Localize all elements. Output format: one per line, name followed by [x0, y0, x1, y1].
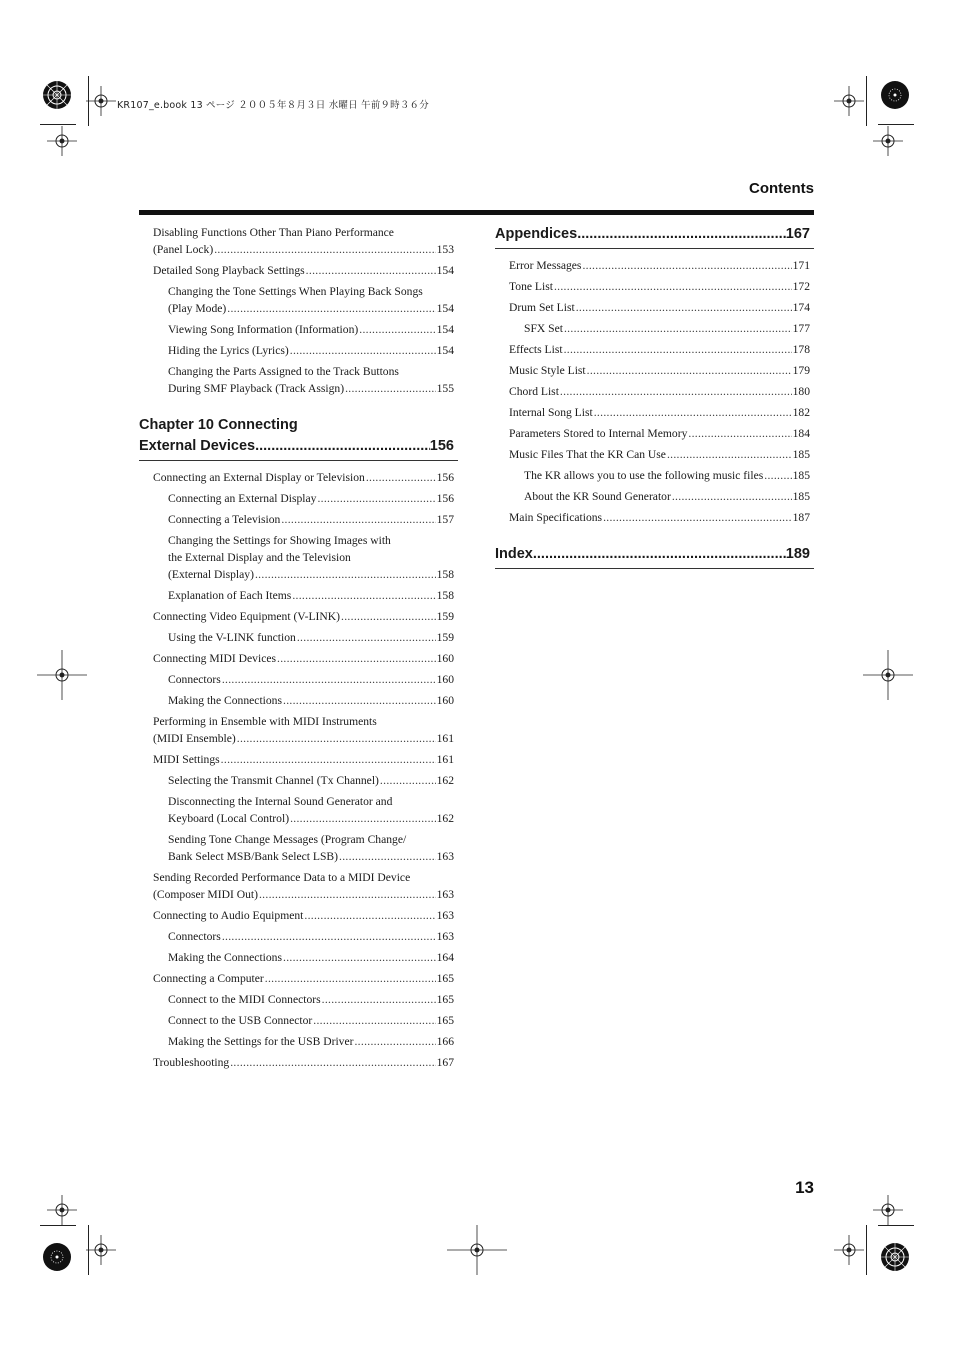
- toc-entry[interactable]: [139, 928, 458, 945]
- toc-entry-text: Troubleshooting: [153, 1056, 230, 1069]
- toc-entry-text: Bank Select MSB/Bank Select LSB): [168, 850, 339, 863]
- dot-leader: [576, 299, 792, 316]
- toc-entry-line: [168, 1033, 458, 1050]
- toc-page-number: 163: [436, 930, 454, 943]
- toc-page-number: 156: [436, 471, 454, 484]
- toc-entry-text: SFX Set: [524, 322, 563, 335]
- toc-entry-text: Selecting the Transmit Channel (Tx Channel): [168, 774, 379, 787]
- toc-entry-line: [524, 467, 814, 484]
- toc-entry-line: [509, 509, 814, 526]
- dot-leader: [764, 467, 791, 484]
- toc-page-number: 159: [436, 631, 454, 644]
- toc-page-number: 182: [792, 406, 810, 419]
- toc-entry[interactable]: [139, 713, 458, 747]
- toc-page-number: 179: [792, 364, 810, 377]
- crosshair-mark-icon: [442, 1215, 512, 1285]
- toc-page-number: 156: [429, 438, 454, 454]
- dot-leader: [341, 608, 436, 625]
- dot-leader: [672, 488, 792, 505]
- dot-leader: [354, 1033, 435, 1050]
- toc-page-number: 163: [436, 850, 454, 863]
- toc-entry-line: [168, 566, 458, 583]
- toc-page-number: 172: [792, 280, 810, 293]
- dot-leader: [667, 446, 792, 463]
- toc-page-number: 156: [436, 492, 454, 505]
- toc-entry-text: Connecting an External Display: [168, 492, 317, 505]
- toc-page-number: 189: [785, 546, 810, 562]
- dot-leader: [290, 810, 436, 827]
- toc-page-number: 154: [436, 344, 454, 357]
- toc-page-number: 174: [792, 301, 810, 314]
- toc-entry-text: Making the Connections: [168, 694, 282, 707]
- toc-page-number: 155: [436, 382, 454, 395]
- toc-entry-text: Disconnecting the Internal Sound Generator and: [168, 795, 393, 808]
- toc-entry-text: Connecting an External Display or Television: [153, 471, 365, 484]
- page-header-title: Contents: [749, 180, 814, 197]
- toc-entry-line: [509, 404, 814, 421]
- toc-entry-text: (External Display): [168, 568, 254, 581]
- toc-chapter-heading[interactable]: [139, 415, 458, 461]
- toc-page-number: 177: [792, 322, 810, 335]
- dot-leader: [281, 511, 435, 528]
- toc-entry-text: Connecting a Computer: [153, 972, 264, 985]
- toc-left-column: [139, 224, 458, 1075]
- toc-entry-text: Connecting Video Equipment (V-LINK): [153, 610, 341, 623]
- toc-entry-text: Music Files That the KR Can Use: [509, 448, 666, 461]
- toc-entry-line: [509, 362, 814, 379]
- toc-entry-text: Disabling Functions Other Than Piano Performance: [153, 226, 394, 239]
- dot-leader: [255, 566, 436, 583]
- toc-page-number: 154: [436, 264, 454, 277]
- toc-entry-text: Connecting a Television: [168, 513, 281, 526]
- toc-entry[interactable]: [139, 1012, 458, 1029]
- toc-entry-text: Main Specifications: [509, 511, 603, 524]
- toc-entry-line: [153, 886, 458, 903]
- toc-entry[interactable]: [495, 278, 814, 295]
- dot-leader: [339, 848, 436, 865]
- toc-entry[interactable]: [139, 907, 458, 924]
- toc-entry[interactable]: [495, 320, 814, 337]
- toc-page-number: 154: [436, 302, 454, 315]
- toc-page-number: 167: [785, 226, 810, 242]
- toc-entry[interactable]: [495, 446, 814, 463]
- toc-entry-line: [153, 262, 458, 279]
- toc-entry-line: [524, 320, 814, 337]
- toc-entry[interactable]: [139, 1033, 458, 1050]
- toc-page-number: 163: [436, 888, 454, 901]
- dot-leader: [322, 991, 436, 1008]
- toc-page-number: 159: [436, 610, 454, 623]
- toc-page-number: 185: [792, 448, 810, 461]
- toc-entry-text: Connecting to Audio Equipment: [153, 909, 304, 922]
- toc-entry-line: [168, 321, 458, 338]
- dot-leader: [380, 772, 436, 789]
- dot-leader: [688, 425, 791, 442]
- toc-entry[interactable]: [495, 467, 814, 484]
- toc-entry-text: During SMF Playback (Track Assign): [168, 382, 345, 395]
- toc-entry-line: [153, 650, 458, 667]
- dot-leader: [582, 257, 791, 274]
- dot-leader: [227, 300, 435, 317]
- dot-leader: [366, 469, 436, 486]
- toc-page-number: 161: [436, 732, 454, 745]
- toc-page-number: 185: [792, 490, 810, 503]
- toc-entry[interactable]: [139, 224, 458, 258]
- dot-leader: [560, 383, 792, 400]
- dot-leader: [359, 321, 435, 338]
- registration-rosette-icon: [880, 1242, 910, 1272]
- toc-entry-line: [153, 1054, 458, 1071]
- dot-leader: [345, 380, 436, 397]
- dot-leader: [564, 320, 792, 337]
- toc-page-number: 178: [792, 343, 810, 356]
- toc-entry-line: [168, 810, 458, 827]
- toc-entry[interactable]: [495, 362, 814, 379]
- chapter-spacer: [495, 530, 814, 544]
- toc-entry[interactable]: [139, 991, 458, 1008]
- toc-entry-text: Error Messages: [509, 259, 582, 272]
- toc-entry-line: [495, 224, 814, 245]
- toc-page-number: 160: [436, 694, 454, 707]
- toc-entry-line: [168, 991, 458, 1008]
- toc-entry-line: [168, 671, 458, 688]
- dot-leader: [222, 928, 436, 945]
- toc-entry-line: [168, 848, 458, 865]
- toc-chapter-heading[interactable]: [495, 224, 814, 249]
- toc-page-number: 166: [436, 1035, 454, 1048]
- toc-entry-line: [168, 490, 458, 507]
- toc-page-number: 160: [436, 673, 454, 686]
- toc-entry[interactable]: [139, 650, 458, 667]
- toc-entry-text: Making the Connections: [168, 951, 282, 964]
- toc-entry[interactable]: [139, 793, 458, 827]
- toc-page-number: 162: [436, 812, 454, 825]
- toc-entry-text: Explanation of Each Items: [168, 589, 292, 602]
- toc-page-number: 171: [792, 259, 810, 272]
- toc-entry[interactable]: [139, 970, 458, 987]
- crosshair-mark-icon: [853, 106, 923, 176]
- dot-leader: [283, 949, 436, 966]
- toc-entry[interactable]: [139, 629, 458, 646]
- toc-entry-line: [153, 608, 458, 625]
- toc-entry-text: Connecting MIDI Devices: [153, 652, 276, 665]
- toc-entry-text: Chord List: [509, 385, 559, 398]
- toc-entry[interactable]: [139, 262, 458, 279]
- toc-entry-line: [153, 751, 458, 768]
- toc-page-number: 153: [436, 243, 454, 256]
- dot-leader: [554, 278, 792, 295]
- toc-entry-text: Parameters Stored to Internal Memory: [509, 427, 688, 440]
- toc-entry-text: Changing the Tone Settings When Playing Back Songs: [168, 285, 423, 298]
- toc-entry[interactable]: [495, 383, 814, 400]
- dot-leader: [230, 1054, 435, 1071]
- toc-entry[interactable]: [139, 869, 458, 903]
- dot-leader: [594, 404, 792, 421]
- toc-entry-text: (Panel Lock): [153, 243, 214, 256]
- toc-entry[interactable]: [139, 511, 458, 528]
- toc-page-number: 158: [436, 568, 454, 581]
- toc-entry[interactable]: [139, 949, 458, 966]
- toc-entry[interactable]: [495, 404, 814, 421]
- toc-page-number: 184: [792, 427, 810, 440]
- dot-leader: [290, 342, 436, 359]
- toc-page-number: 167: [436, 1056, 454, 1069]
- toc-entry-line: [495, 544, 814, 565]
- toc-entry-text: Making the Settings for the USB Driver: [168, 1035, 354, 1048]
- toc-entry[interactable]: [139, 587, 458, 604]
- toc-entry-text: Performing in Ensemble with MIDI Instruments: [153, 715, 377, 728]
- toc-entry-line: [153, 730, 458, 747]
- toc-entry-text: the External Display and the Television: [168, 551, 351, 564]
- toc-page-number: 161: [436, 753, 454, 766]
- header-rule: [139, 210, 814, 215]
- toc-page-number: 185: [792, 469, 810, 482]
- crosshair-mark-icon: [27, 640, 97, 710]
- toc-entry-text: Effects List: [509, 343, 563, 356]
- toc-entry[interactable]: [495, 299, 814, 316]
- toc-entry[interactable]: [495, 425, 814, 442]
- toc-entry[interactable]: [139, 751, 458, 768]
- dot-leader: [313, 1012, 435, 1029]
- toc-page-number: 162: [436, 774, 454, 787]
- toc-entry-text: Detailed Song Playback Settings: [153, 264, 305, 277]
- toc-page-number: 180: [792, 385, 810, 398]
- toc-entry-line: [168, 928, 458, 945]
- toc-entry-text: The KR allows you to use the following music files: [524, 469, 764, 482]
- toc-entry-line: [139, 436, 458, 457]
- toc-entry-line: [168, 587, 458, 604]
- toc-entry-text: Sending Recorded Performance Data to a MIDI Device: [153, 871, 411, 884]
- toc-entry-text: Viewing Song Information (Information): [168, 323, 359, 336]
- dot-leader: [277, 650, 436, 667]
- toc-entry[interactable]: [139, 363, 458, 397]
- dot-leader: [214, 241, 435, 258]
- dot-leader: [306, 262, 436, 279]
- page-number: 13: [795, 1178, 814, 1197]
- toc-entry-line: [509, 446, 814, 463]
- dot-leader: [577, 224, 786, 245]
- toc-entry-line: [509, 278, 814, 295]
- toc-entry-text: Sending Tone Change Messages (Program Change/: [168, 833, 407, 846]
- dot-leader: [283, 692, 436, 709]
- toc-page-number: 160: [436, 652, 454, 665]
- toc-entry-line: [168, 772, 458, 789]
- toc-entry-line: [168, 300, 458, 317]
- toc-right-column: [495, 224, 814, 577]
- toc-entry-text: Connect to the MIDI Connectors: [168, 993, 321, 1006]
- dot-leader: [237, 730, 436, 747]
- dot-leader: [265, 970, 436, 987]
- toc-entry-text: MIDI Settings: [153, 753, 220, 766]
- toc-entry-text: Internal Song List: [509, 406, 593, 419]
- toc-entry[interactable]: [139, 283, 458, 317]
- dot-leader: [292, 587, 435, 604]
- toc-page-number: 158: [436, 589, 454, 602]
- dot-leader: [603, 509, 792, 526]
- toc-entry[interactable]: [495, 488, 814, 505]
- toc-entry[interactable]: [139, 831, 458, 865]
- toc-entry-text: Index: [495, 546, 533, 562]
- toc-entry-line: [168, 949, 458, 966]
- toc-entry-text: External Devices: [139, 438, 256, 454]
- toc-entry-text: About the KR Sound Generator: [524, 490, 671, 503]
- toc-page-number: 165: [436, 1014, 454, 1027]
- toc-entry-text: Tone List: [509, 280, 553, 293]
- chapter-spacer: [139, 401, 458, 415]
- toc-entry-text: (Play Mode): [168, 302, 227, 315]
- dot-leader: [317, 490, 435, 507]
- chapter-spacer: [495, 249, 814, 257]
- toc-page-number: 154: [436, 323, 454, 336]
- dot-leader: [255, 436, 430, 457]
- toc-entry-text: Hiding the Lyrics (Lyrics): [168, 344, 289, 357]
- toc-page-number: 165: [436, 972, 454, 985]
- toc-page-number: 163: [436, 909, 454, 922]
- print-slug: KR107_e.book 13 ページ ２００５年８月３日 水曜日 午前９時３６分: [117, 100, 429, 111]
- dot-leader: [222, 671, 436, 688]
- toc-entry-text: Changing the Settings for Showing Images with: [168, 534, 391, 547]
- toc-entry-line: [153, 469, 458, 486]
- toc-entry-text: Connect to the USB Connector: [168, 1014, 313, 1027]
- toc-entry-line: [168, 342, 458, 359]
- toc-entry-line: [509, 341, 814, 358]
- chapter-spacer: [139, 461, 458, 469]
- toc-entry-text: Changing the Parts Assigned to the Track Buttons: [168, 365, 399, 378]
- toc-entry-line: [168, 629, 458, 646]
- dot-leader: [564, 341, 792, 358]
- toc-entry[interactable]: [495, 341, 814, 358]
- toc-entry-line: [524, 488, 814, 505]
- dot-leader: [221, 751, 436, 768]
- toc-entry[interactable]: [139, 342, 458, 359]
- toc-entry-line: [168, 692, 458, 709]
- toc-entry[interactable]: [139, 321, 458, 338]
- toc-entry-line: [509, 257, 814, 274]
- crosshair-mark-icon: [66, 1215, 136, 1285]
- toc-entry-text: (Composer MIDI Out): [153, 888, 258, 901]
- toc-entry-line: [153, 970, 458, 987]
- crosshair-mark-icon: [27, 106, 97, 176]
- chapter-spacer: [495, 569, 814, 577]
- crosshair-mark-icon: [853, 640, 923, 710]
- toc-entry-line: [168, 1012, 458, 1029]
- toc-entry-text: Connectors: [168, 673, 221, 686]
- toc-entry-text: Connectors: [168, 930, 221, 943]
- crosshair-mark-icon: [814, 1215, 884, 1285]
- toc-entry-text: Chapter 10 Connecting: [139, 417, 298, 433]
- toc-entry[interactable]: [139, 532, 458, 583]
- toc-entry[interactable]: [139, 1054, 458, 1071]
- toc-entry-text: Using the V-LINK function: [168, 631, 296, 644]
- toc-entry-line: [509, 425, 814, 442]
- toc-entry[interactable]: [139, 692, 458, 709]
- toc-entry-text: Drum Set List: [509, 301, 575, 314]
- toc-entry-text: (MIDI Ensemble): [153, 732, 236, 745]
- toc-entry[interactable]: [495, 257, 814, 274]
- dot-leader: [304, 907, 435, 924]
- dot-leader: [259, 886, 436, 903]
- toc-page-number: 157: [436, 513, 454, 526]
- dot-leader: [297, 629, 436, 646]
- toc-entry-text: Music Style List: [509, 364, 586, 377]
- toc-entry[interactable]: [139, 490, 458, 507]
- dot-leader: [587, 362, 792, 379]
- toc-page-number: 187: [792, 511, 810, 524]
- toc-entry-line: [153, 241, 458, 258]
- toc-entry[interactable]: [139, 469, 458, 486]
- toc-page-number: 165: [436, 993, 454, 1006]
- toc-entry-line: [509, 299, 814, 316]
- toc-page-number: 164: [436, 951, 454, 964]
- toc-entry[interactable]: [139, 671, 458, 688]
- toc-entry-line: [153, 907, 458, 924]
- toc-entry-line: [168, 380, 458, 397]
- toc-entry-text: Keyboard (Local Control): [168, 812, 290, 825]
- toc-entry[interactable]: [139, 772, 458, 789]
- toc-entry-line: [168, 511, 458, 528]
- toc-entry[interactable]: [139, 608, 458, 625]
- dot-leader: [533, 544, 786, 565]
- toc-chapter-heading[interactable]: [495, 544, 814, 569]
- toc-entry-line: [509, 383, 814, 400]
- toc-entry[interactable]: [495, 509, 814, 526]
- toc-entry-text: Appendices: [495, 226, 578, 242]
